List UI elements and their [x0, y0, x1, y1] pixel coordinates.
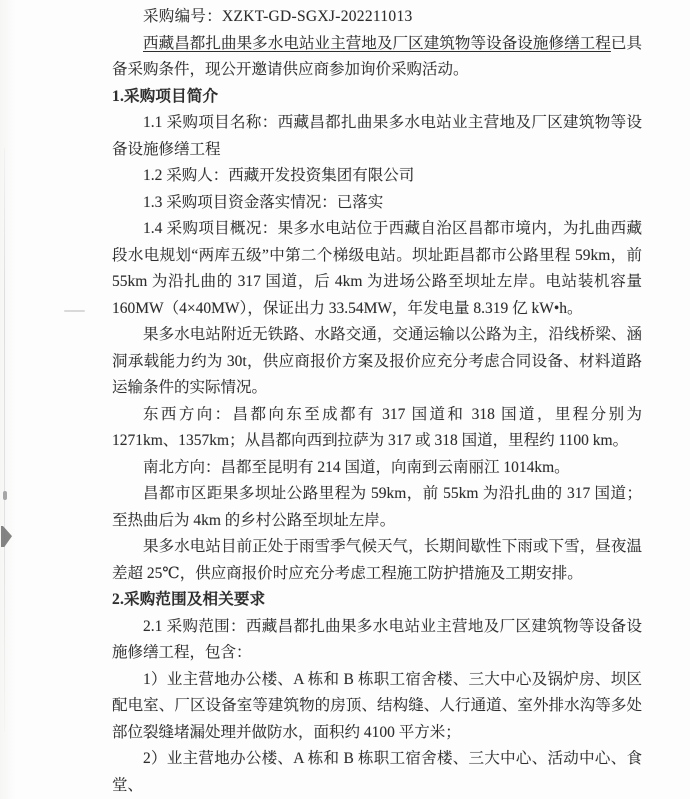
paragraph-project-overview: 1.4 采购项目概况：果多水电站位于西藏自治区昌都市境内，为扎曲西藏段水电规划“两库五级”中第二个梯级电站。坝址距昌都市公路里程 59km，前 55km 为沿扎曲的 317 国道，后 4km 为进场公路至坝址左岸。电站装机容量 160MW（4×40MW），保证出力 33.54MW，年发电量 8.319 亿 kW•h。: [112, 220, 642, 317]
paragraph-scope: 2.1 采购范围：西藏昌都扎曲果多水电站业主营地及厂区建筑物等设备设施修缮工程，包含：: [112, 617, 642, 661]
paragraph-project-name: 1.1 采购项目名称：西藏昌都扎曲果多水电站业主营地及厂区建筑物等设备设施修缮工程: [112, 114, 642, 158]
paragraph-scope-item-1: 1）业主营地办公楼、A 栋和 B 栋职工宿舍楼、三大中心及锅炉房、坝区配电室、厂区设备室等建筑物的房顶、结构缝、人行通道、室外排水沟等多处部位裂缝堵漏处理并做防水，面积约 4100 平方米；: [112, 670, 642, 741]
paragraph-scope-item-2: 2）业主营地办公楼、A 栋和 B 栋职工宿舍楼、三大中心、活动中心、食堂、: [112, 750, 642, 794]
paragraph-funding: 1.3 采购项目资金落实情况：已落实: [143, 193, 384, 211]
paragraph-dam-distance: 昌都市区距果多坝址公路里程为 59km，前 55km 为沿扎曲的 317 国道；至热曲后为 4km 的乡村公路至坝址左岸。: [112, 485, 642, 529]
opening-paragraph: [112, 31, 642, 84]
project-name-underlined: 西藏昌都扎曲果多水电站业主营地及厂区建筑物等设备设施修缮工程: [143, 34, 611, 52]
scan-artifact-vertical-line: [4, 148, 5, 732]
document-body: [112, 4, 642, 799]
scan-artifact-blob: [1, 526, 12, 547]
procurement-number-line: 采购编号：XZKT-GD-SGXJ-202211013: [143, 8, 413, 25]
scan-artifact-dash: [64, 310, 85, 312]
paragraph-purchaser: 1.2 采购人：西藏开发投资集团有限公司: [143, 167, 415, 184]
section2-heading: 2.采购范围及相关要求: [112, 591, 266, 608]
scan-artifact-speck: [3, 491, 7, 500]
section1-heading: 1.采购项目简介: [112, 87, 219, 105]
paragraph-transport-conditions: 果多水电站附近无铁路、水路交通，交通运输以公路为主，沿线桥梁、涵洞承载能力约为 30t，供应商报价方案及报价应充分考虑合同设备、材料道路运输条件的实际情况。: [112, 326, 642, 396]
paragraph-east-west-routes: 东西方向：昌都向东至成都有 317 国道和 318 国道，里程分别为 1271km、1357km；从昌都向西到拉萨为 317 或 318 国道，里程约 1100 km。: [112, 405, 642, 449]
opening-paragraph-rest: 已具备采购条件，现公开邀请供应商参加询价采购活动。: [112, 34, 642, 78]
paragraph-weather: 果多水电站目前正处于雨雪季气候天气，长期间歇性下雨或下雪，昼夜温差超 25℃，供应商报价时应充分考虑工程施工防护措施及工期安排。: [112, 538, 642, 582]
paragraph-north-south-routes: 南北方向：昌都至昆明有 214 国道，向南到云南丽江 1014km。: [143, 458, 570, 476]
